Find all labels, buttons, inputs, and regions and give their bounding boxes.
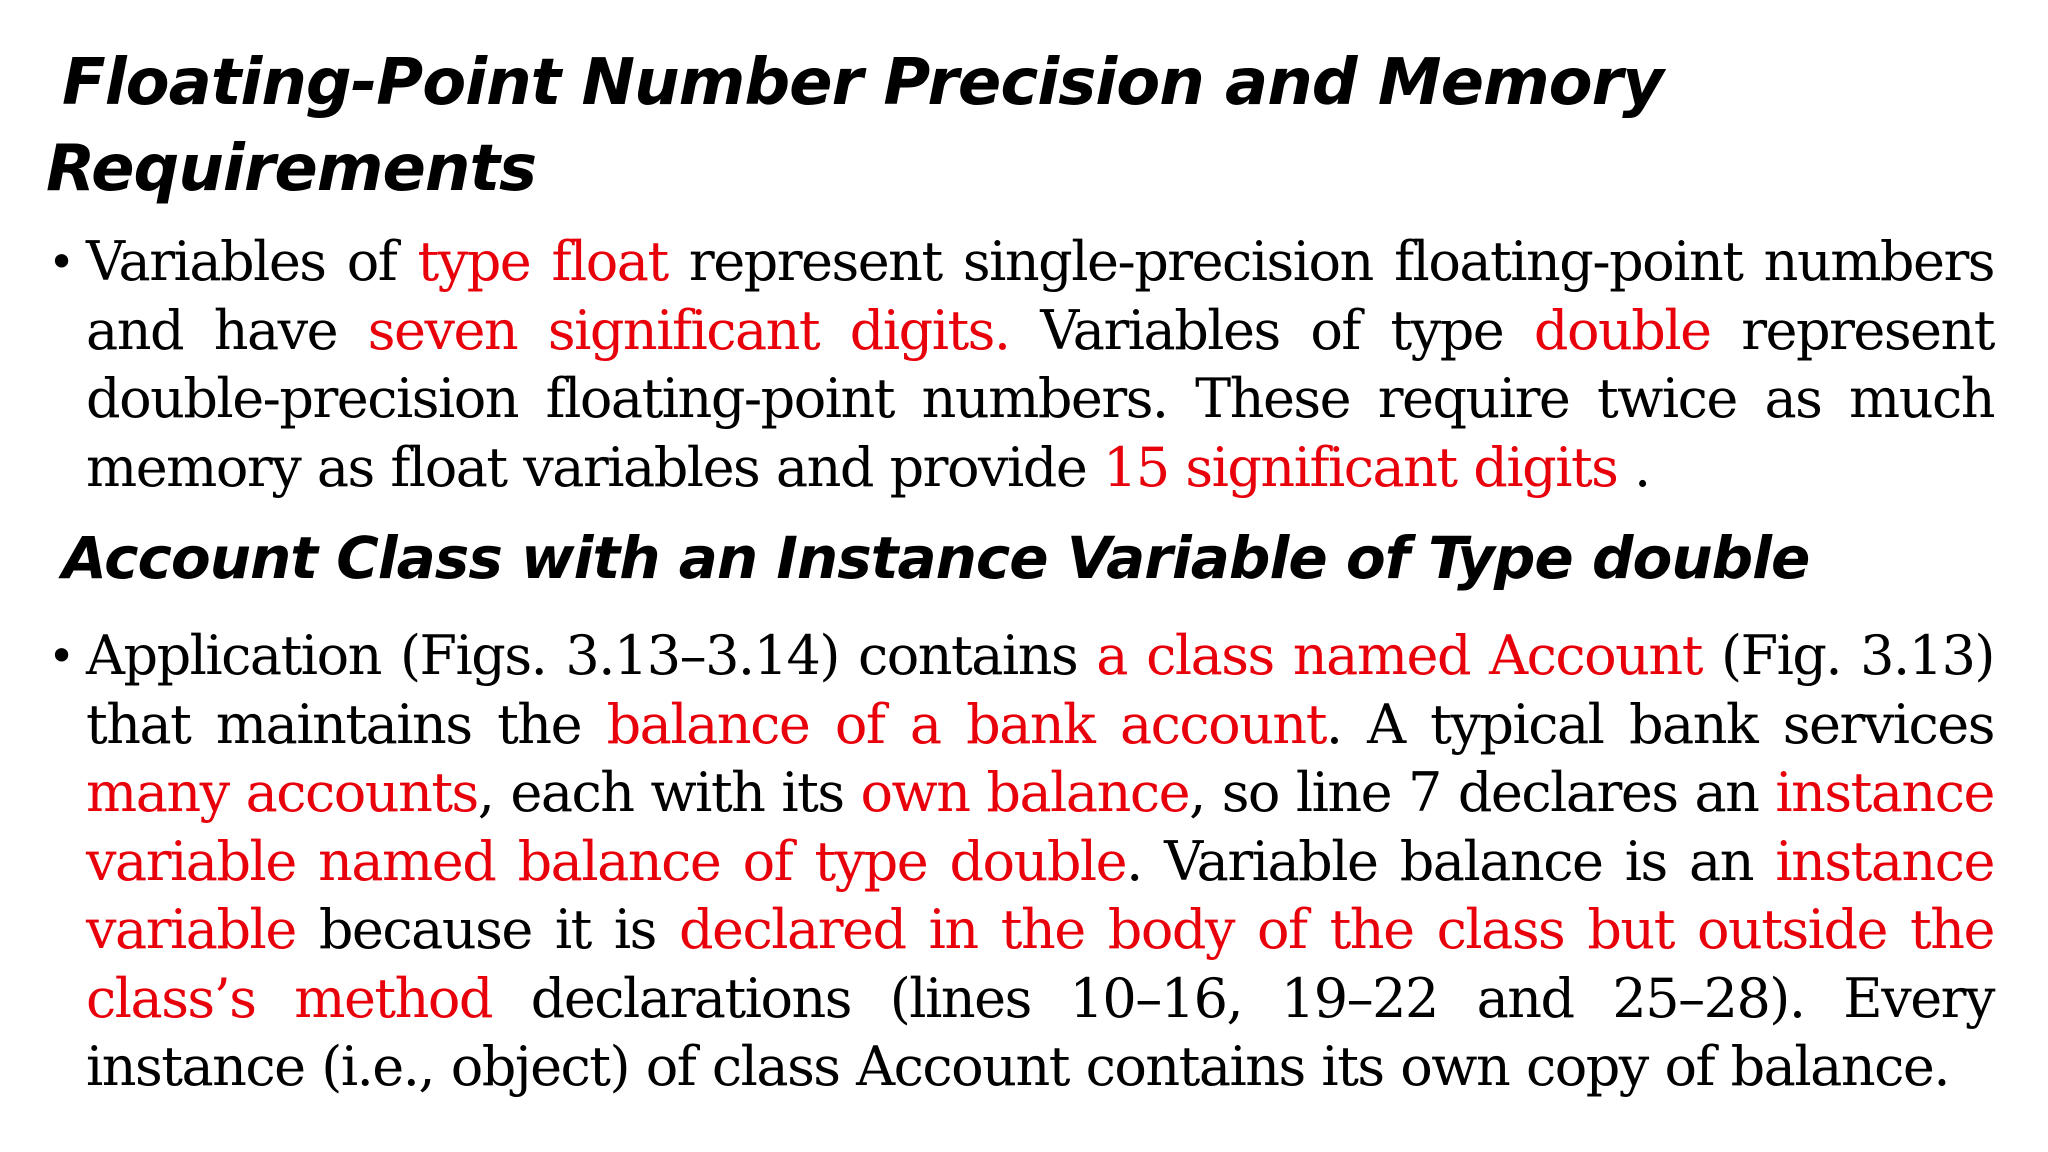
text-segment: Application (Figs. 3.13–3.14) contains	[86, 624, 1097, 687]
text-segment: , each with its	[477, 761, 861, 824]
highlight-segment: balance of a bank account	[606, 692, 1326, 756]
text-segment: , so line 7 declares an	[1189, 761, 1776, 824]
highlight-segment: double	[1533, 298, 1711, 362]
text-segment: . Variable balance is an	[1126, 829, 1776, 893]
highlight-segment: type float	[417, 230, 668, 293]
text-segment: . A typical bank services	[1325, 692, 1994, 756]
highlight-segment: a class named Account	[1096, 624, 1702, 687]
text-segment: represent double-precision floating-point numbers. These require twice as much memory as float variables and provide	[86, 298, 1994, 499]
text-segment: declarations (lines 10–16, 19–22 and 25–28). Every instance (i.e., object) of class Account contains its own copy of balance.	[86, 966, 1994, 1098]
bullet-marker: •	[48, 235, 74, 289]
bullet-marker: •	[48, 629, 74, 683]
highlight-segment: seven significant digits.	[367, 298, 1010, 362]
section-title-line-1: Floating-Point Number Precision and Memory	[62, 46, 1663, 120]
text-segment: (Fig. 3.13) that maintains the	[86, 624, 1994, 756]
highlight-segment: 15 significant digits	[1102, 435, 1618, 499]
section-title-line-2: Requirements	[46, 132, 537, 206]
text-segment: .	[1617, 435, 1650, 499]
highlight-segment: instance variable	[86, 829, 1994, 961]
bullet-account-class	[48, 622, 1994, 1102]
text-segment: because it is	[295, 898, 679, 961]
highlight-segment: declared in the body of the class but outside the class’s method	[86, 898, 1994, 1030]
highlight-segment: many accounts	[86, 761, 478, 824]
text-segment: represent single-precision floating-point numbers and have	[86, 230, 1994, 362]
section-title-account-class: Account Class with an Instance Variable of Type double	[62, 524, 1810, 592]
text-segment: Variables of type	[1009, 298, 1534, 362]
highlight-segment: instance variable named balance of type double	[86, 761, 1994, 893]
text-segment: Variables of	[86, 230, 418, 293]
bullet-float-double	[48, 228, 1994, 502]
section-title-precision	[46, 40, 1746, 212]
highlight-segment: own balance	[860, 761, 1190, 824]
